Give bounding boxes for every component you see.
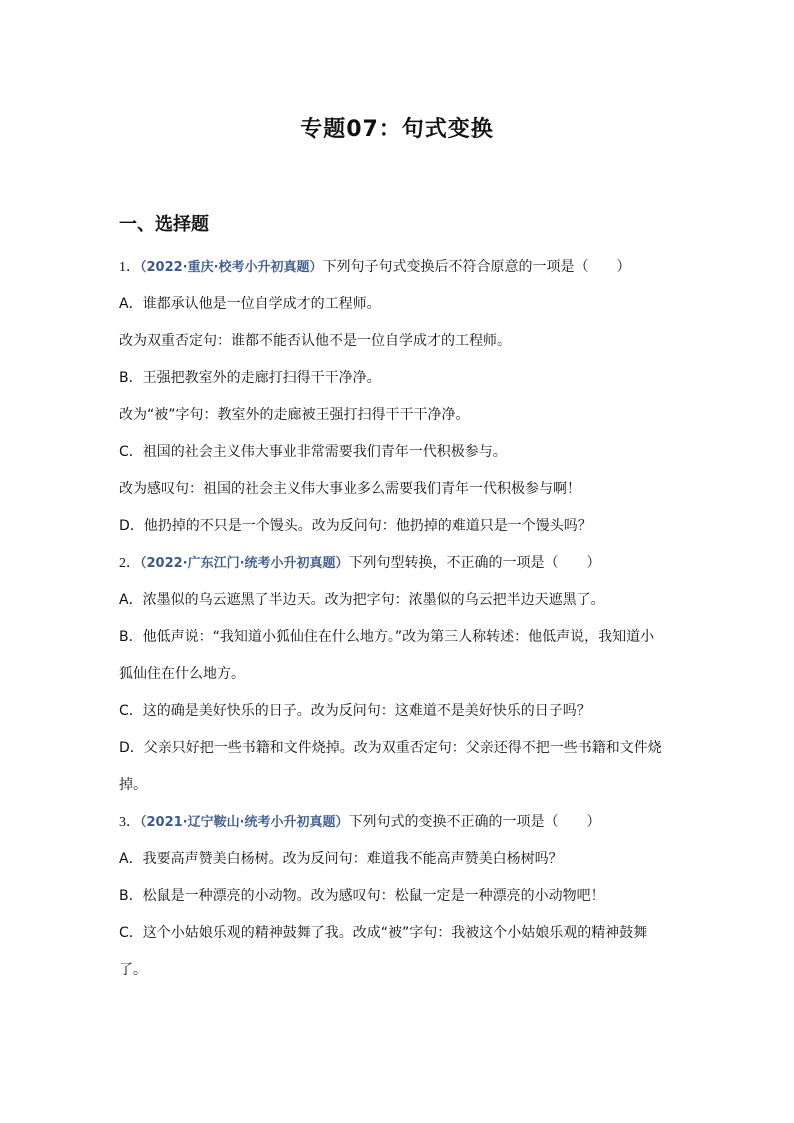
question-1-option-a-transform: 改为双重否定句：谁都不能否认他不是一位自学成才的工程师。	[119, 333, 511, 349]
question-1-option-a: A．谁都承认他是一位自学成才的工程师。	[119, 296, 381, 312]
question-source: （2022·广东江门·统考小升初真题）	[140, 556, 349, 571]
question-source: （2022·重庆·校考小升初真题）	[140, 260, 323, 275]
question-1-option-b-transform: 改为“被”字句：教室外的走廊被王强打扫得干干干净净。	[119, 407, 470, 423]
question-3-option-b: B．松鼠是一种漂亮的小动物。改为感叹句：松鼠一定是一种漂亮的小动物吧！	[119, 888, 605, 904]
question-2-option-a: A．浓墨似的乌云遮黑了半边天。改为把字句：浓墨似的乌云把半边天遮黑了。	[119, 592, 605, 608]
question-list	[119, 258, 679, 998]
question-3-option-c: C．这个小姑娘乐观的精神鼓舞了我。改成“被”字句：我被这个小姑娘乐观的精神鼓舞	[119, 925, 648, 941]
question-2-option-d: D．父亲只好把一些书籍和文件烧掉。改为双重否定句：父亲还得不把一些书籍和文件烧	[119, 740, 662, 756]
question-2-stem	[119, 554, 679, 573]
question-source: （2021·辽宁鞍山·统考小升初真题）	[140, 815, 349, 830]
question-2-option-d-cont: 掉。	[119, 777, 147, 793]
question-3-option-c-cont: 了。	[119, 962, 147, 978]
question-text: 下列句型转换，不正确的一项是（ ）	[348, 555, 601, 571]
question-3-option-a: A．我要高声赞美白杨树。改为反问句：难道我不能高声赞美白杨树吗？	[119, 851, 563, 867]
question-2-option-c: C．这的确是美好快乐的日子。改为反问句：这难道不是美好快乐的日子吗？	[119, 703, 591, 719]
question-1-option-b: B．王强把教室外的走廊打扫得干干净净。	[119, 370, 381, 386]
question-2-option-b: B．他低声说：“我知道小狐仙住在什么地方。”改为第三人称转述：他低声说，我知道小	[119, 629, 655, 645]
question-text: 下列句式的变换不正确的一项是（ ）	[348, 814, 601, 830]
question-2-option-b-cont: 狐仙住在什么地方。	[119, 666, 245, 682]
question-3-stem	[119, 813, 679, 832]
section-heading: 一、选择题	[119, 214, 209, 235]
question-1-option-c-transform: 改为感叹句：祖国的社会主义伟大事业多么需要我们青年一代积极参与啊！	[119, 481, 581, 497]
question-number: 2．	[119, 556, 140, 571]
question-text: 下列句子句式变换后不符合原意的一项是（ ）	[322, 259, 631, 275]
question-number: 3．	[119, 815, 140, 830]
question-number: 1．	[119, 260, 140, 275]
question-1-option-c: C．祖国的社会主义伟大事业非常需要我们青年一代积极参与。	[119, 444, 507, 460]
question-1-stem	[119, 258, 679, 277]
question-1-option-d: D．他扔掉的不只是一个馒头。改为反问句：他扔掉的难道只是一个馒头吗？	[119, 518, 592, 534]
page-title: 专题07：句式变换	[300, 117, 494, 142]
